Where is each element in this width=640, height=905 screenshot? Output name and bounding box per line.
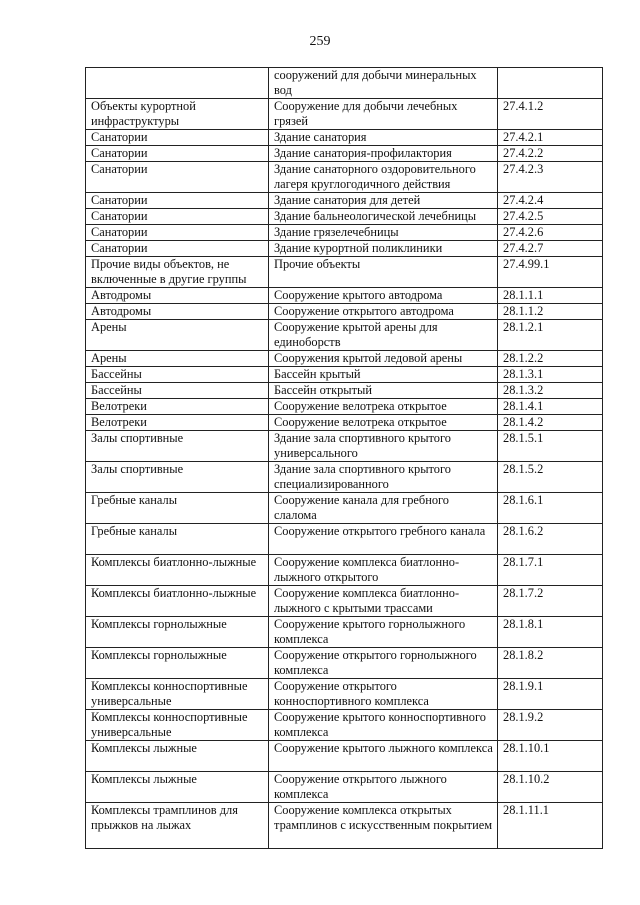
object-type-cell: Залы спортивные [86,462,269,493]
object-code-cell: 28.1.11.1 [498,803,603,849]
object-code-cell [498,68,603,99]
object-name-cell: Здание санатория [269,130,498,146]
object-name-cell: Сооружение открытого лыжного комплекса [269,772,498,803]
object-code-cell: 27.4.2.7 [498,241,603,257]
object-code-cell: 28.1.3.2 [498,383,603,399]
object-code-cell: 28.1.10.2 [498,772,603,803]
object-name-cell: Сооружение комплекса биатлонно-лыжного открытого [269,555,498,586]
object-type-cell: Залы спортивные [86,431,269,462]
object-type-cell: Комплексы трамплинов для прыжков на лыжах [86,803,269,849]
table-row [86,130,603,146]
object-type-cell: Комплексы биатлонно-лыжные [86,555,269,586]
table-row [86,68,603,99]
table-row [86,741,603,772]
object-code-cell: 28.1.1.2 [498,304,603,320]
table-row [86,288,603,304]
object-type-cell: Санатории [86,209,269,225]
table-row [86,225,603,241]
table-row [86,193,603,209]
object-name-cell: Сооружение открытого гребного канала [269,524,498,555]
object-code-cell: 28.1.9.2 [498,710,603,741]
object-code-cell: 27.4.2.6 [498,225,603,241]
table-row [86,162,603,193]
table-row [86,803,603,849]
object-name-cell: Сооружение для добычи лечебных грязей [269,99,498,130]
table-row [86,524,603,555]
object-name-cell: Сооружение открытого горнолыжного комплекса [269,648,498,679]
object-type-cell: Прочие виды объектов, не включенные в другие группы [86,257,269,288]
table-row [86,209,603,225]
table-row [86,493,603,524]
object-type-cell: Санатории [86,241,269,257]
table-row [86,679,603,710]
table-row [86,586,603,617]
object-type-cell: Санатории [86,193,269,209]
object-name-cell: Здание зала спортивного крытого специализированного [269,462,498,493]
table-body [86,68,603,849]
object-code-cell: 28.1.10.1 [498,741,603,772]
object-name-cell: Сооружение велотрека открытое [269,399,498,415]
object-name-cell: Сооружение крытого горнолыжного комплекса [269,617,498,648]
object-type-cell: Комплексы конноспортивные универсальные [86,679,269,710]
object-type-cell: Санатории [86,130,269,146]
object-type-cell: Комплексы лыжные [86,741,269,772]
object-code-cell: 27.4.2.4 [498,193,603,209]
object-type-cell: Комплексы лыжные [86,772,269,803]
object-code-cell: 28.1.7.1 [498,555,603,586]
table-row [86,415,603,431]
object-code-cell: 28.1.3.1 [498,367,603,383]
object-name-cell: Сооружение крытого автодрома [269,288,498,304]
object-name-cell: Сооружение крытого лыжного комплекса [269,741,498,772]
object-name-cell: Сооружение канала для гребного слалома [269,493,498,524]
object-code-cell: 28.1.1.1 [498,288,603,304]
table-row [86,617,603,648]
object-type-cell: Объекты курортной инфраструктуры [86,99,269,130]
object-type-cell: Гребные каналы [86,524,269,555]
object-code-cell: 28.1.6.2 [498,524,603,555]
table-row [86,351,603,367]
table-row [86,710,603,741]
table-row [86,367,603,383]
object-name-cell: Здание санатория для детей [269,193,498,209]
table-row [86,146,603,162]
object-code-cell: 27.4.2.2 [498,146,603,162]
table-row [86,555,603,586]
table-row [86,399,603,415]
object-type-cell: Автодромы [86,288,269,304]
page-number: 259 [309,34,331,49]
object-code-cell: 28.1.4.1 [498,399,603,415]
object-name-cell: сооружений для добычи минеральных вод [269,68,498,99]
table-row [86,304,603,320]
object-type-cell: Санатории [86,162,269,193]
object-type-cell: Велотреки [86,399,269,415]
object-name-cell: Здание курортной поликлиники [269,241,498,257]
object-type-cell: Комплексы конноспортивные универсальные [86,710,269,741]
object-code-cell: 28.1.5.2 [498,462,603,493]
table-row [86,648,603,679]
object-name-cell: Сооружение комплекса биатлонно-лыжного с крытыми трассами [269,586,498,617]
object-type-cell: Комплексы горнолыжные [86,648,269,679]
object-type-cell: Автодромы [86,304,269,320]
table-row [86,99,603,130]
object-code-cell: 27.4.1.2 [498,99,603,130]
object-name-cell: Здание бальнеологической лечебницы [269,209,498,225]
object-type-cell: Гребные каналы [86,493,269,524]
object-code-cell: 27.4.99.1 [498,257,603,288]
table-row [86,257,603,288]
object-name-cell: Сооружение крытой арены для единоборств [269,320,498,351]
object-name-cell: Сооружение крытого конноспортивного комплекса [269,710,498,741]
object-code-cell: 27.4.2.3 [498,162,603,193]
object-code-cell: 28.1.4.2 [498,415,603,431]
classification-table [85,67,603,849]
object-code-cell: 28.1.7.2 [498,586,603,617]
object-type-cell: Велотреки [86,415,269,431]
object-type-cell [86,68,269,99]
object-type-cell: Комплексы биатлонно-лыжные [86,586,269,617]
table-row [86,241,603,257]
object-code-cell: 28.1.8.2 [498,648,603,679]
object-code-cell: 27.4.2.5 [498,209,603,225]
object-name-cell: Здание санаторного оздоровительного лагеря круглогодичного действия [269,162,498,193]
object-code-cell: 28.1.6.1 [498,493,603,524]
object-name-cell: Сооружение велотрека открытое [269,415,498,431]
object-name-cell: Сооружение открытого автодрома [269,304,498,320]
object-name-cell: Здание грязелечебницы [269,225,498,241]
object-code-cell: 28.1.2.2 [498,351,603,367]
object-name-cell: Бассейн открытый [269,383,498,399]
object-name-cell: Бассейн крытый [269,367,498,383]
object-code-cell: 28.1.8.1 [498,617,603,648]
object-code-cell: 27.4.2.1 [498,130,603,146]
object-type-cell: Санатории [86,146,269,162]
object-name-cell: Сооружение комплекса открытых трамплинов с искусственным покрытием [269,803,498,849]
object-name-cell: Прочие объекты [269,257,498,288]
table-row [86,772,603,803]
object-type-cell: Бассейны [86,367,269,383]
object-type-cell: Бассейны [86,383,269,399]
object-name-cell: Сооружения крытой ледовой арены [269,351,498,367]
object-type-cell: Арены [86,320,269,351]
object-code-cell: 28.1.9.1 [498,679,603,710]
object-code-cell: 28.1.5.1 [498,431,603,462]
object-code-cell: 28.1.2.1 [498,320,603,351]
object-type-cell: Комплексы горнолыжные [86,617,269,648]
object-name-cell: Сооружение открытого конноспортивного комплекса [269,679,498,710]
object-name-cell: Здание зала спортивного крытого универсального [269,431,498,462]
object-name-cell: Здание санатория-профилактория [269,146,498,162]
table-row [86,320,603,351]
table-row [86,431,603,462]
object-type-cell: Санатории [86,225,269,241]
table-row [86,383,603,399]
table-row [86,462,603,493]
object-type-cell: Арены [86,351,269,367]
